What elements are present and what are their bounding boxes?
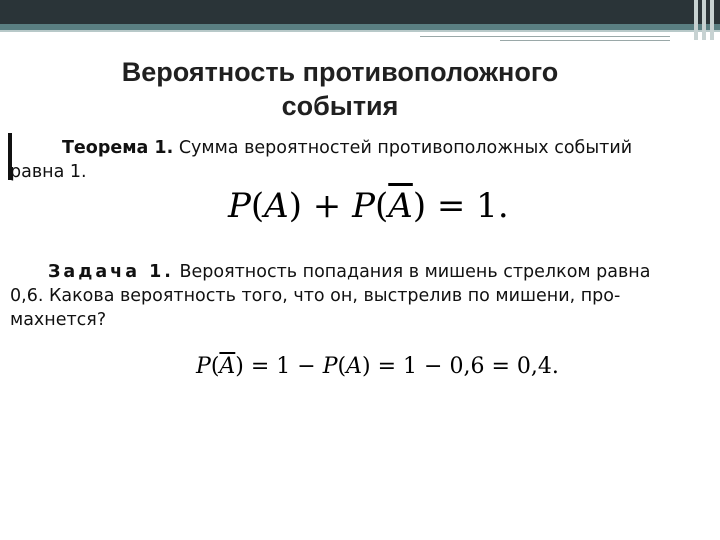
formula-symbol-p: P (196, 354, 211, 379)
theorem-text-line1: Сумма вероятностей противоположных событий (173, 138, 633, 158)
formula-paren: ) (362, 354, 371, 379)
formula-paren: ( (374, 186, 389, 226)
task-block (10, 260, 712, 332)
slide-title: Вероятность противоположного события (121, 57, 559, 121)
formula-plus: + (301, 186, 353, 226)
corner-decoration (694, 0, 698, 40)
formula-symbol-a-bar: $\overline{A}$ (219, 354, 236, 379)
formula-paren: ) (235, 354, 244, 379)
formula-sum-probabilities (228, 186, 509, 226)
formula-equals-one-minus: = 1 − (243, 354, 323, 379)
formula-symbol-a: A (346, 354, 363, 379)
formula-symbol-a: A (264, 186, 289, 226)
formula-symbol-a-bar: $\overline{A}$ (388, 186, 413, 226)
formula-paren: ( (210, 354, 220, 379)
task-label: Задача 1. (48, 262, 174, 282)
decorative-line (420, 36, 670, 37)
task-text-line2: 0,6. Какова вероятность того, что он, выстрелив по мишени, про- (10, 286, 621, 306)
slide-top-bar (0, 0, 720, 24)
theorem-block (10, 136, 712, 184)
corner-decoration (702, 0, 706, 40)
corner-decoration (710, 0, 714, 40)
task-text-line1: Вероятность попадания в мишень стрелком равна (173, 262, 651, 282)
formula-paren: ( (250, 186, 265, 226)
formula-symbol-p: P (322, 354, 338, 379)
theorem-label: Теорема 1. (62, 138, 174, 158)
formula-paren: ) (412, 186, 427, 226)
formula-rhs: = 1. (426, 186, 509, 226)
theorem-text-line2: равна 1. (10, 162, 87, 182)
formula-paren: ) (288, 186, 302, 226)
formula-task-solution (196, 354, 559, 379)
task-text-line3: махнется? (10, 310, 107, 330)
formula-symbol-p: P (352, 186, 375, 226)
formula-result: = 1 − 0,6 = 0,4. (370, 354, 559, 379)
formula-symbol-p: P (228, 186, 251, 226)
decorative-line (500, 40, 670, 41)
formula-paren: ( (337, 354, 347, 379)
slide-top-accent-light (0, 30, 720, 32)
